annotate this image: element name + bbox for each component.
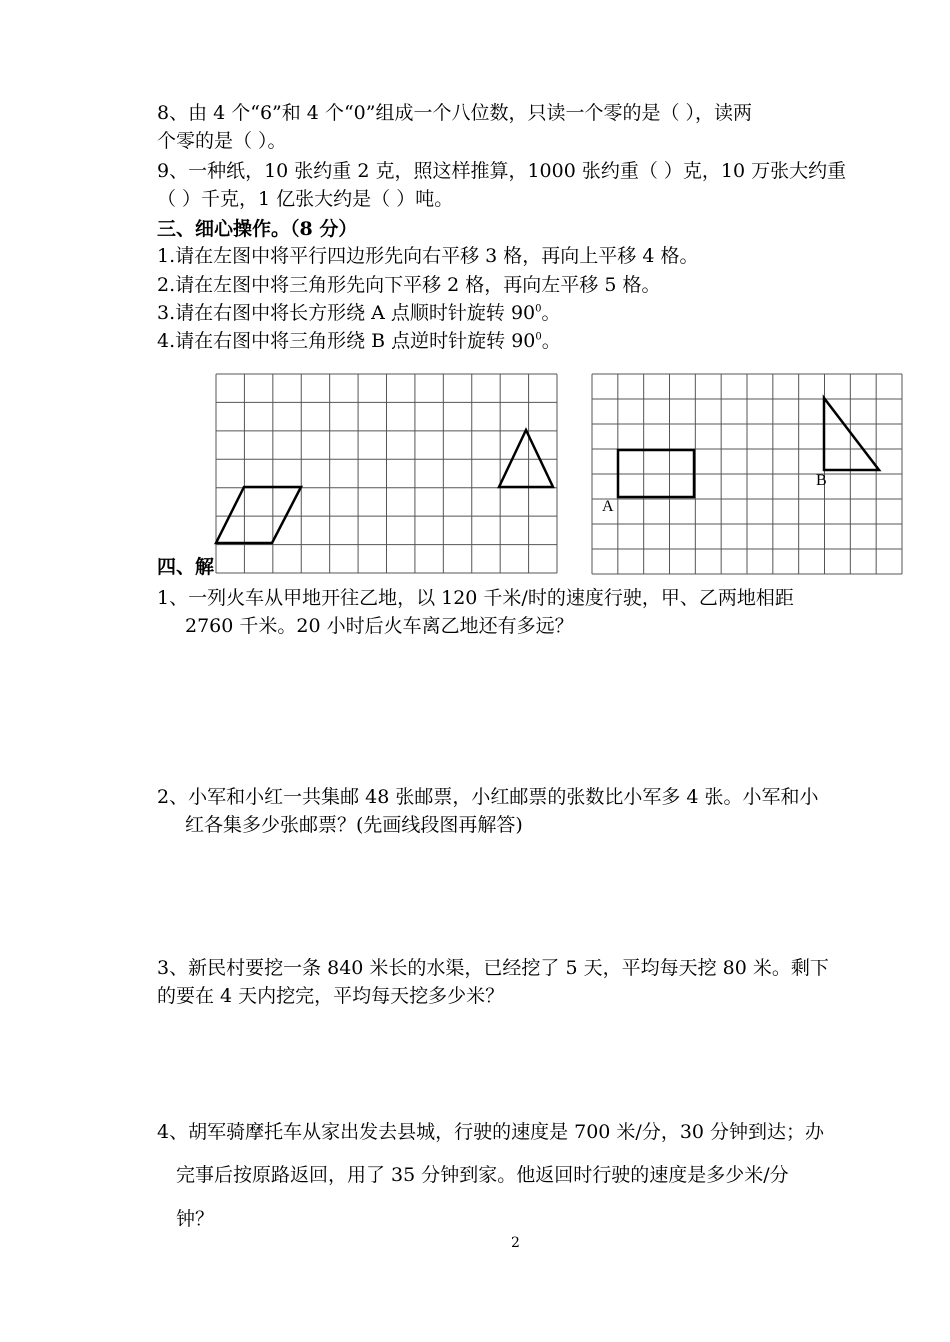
problem-1-line2: 2760 千米。20 小时后火车离乙地还有多远？ bbox=[185, 615, 574, 637]
degree-sup: 0 bbox=[535, 331, 542, 343]
q8-line2: 个零的是（ ）。 bbox=[157, 130, 287, 152]
right-grid-figure bbox=[590, 372, 904, 576]
problem-1-line1: 1、一列火车从甲地开往乙地，以 120 千米/时的速度行驶，甲、乙两地相距 bbox=[157, 587, 794, 609]
page-number: 2 bbox=[511, 1235, 520, 1251]
q9-line2: （ ）千克，1 亿张大约是（ ）吨。 bbox=[157, 188, 454, 210]
problem-4-line3: 钟？ bbox=[176, 1208, 215, 1230]
problem-2-line2: 红各集多少张邮票？(先画线段图再解答) bbox=[185, 814, 523, 836]
problem-4-line1: 4、胡军骑摩托车从家出发去县城，行驶的速度是 700 米/分，30 分钟到达；办 bbox=[157, 1121, 825, 1143]
end-mark: 。 bbox=[541, 302, 561, 324]
problem-3-line1: 3、新民村要挖一条 840 米长的水渠，已经挖了 5 天，平均每天挖 80 米。剩下 bbox=[157, 957, 829, 979]
parallelogram-shape bbox=[216, 487, 301, 543]
triangle-shape bbox=[499, 430, 553, 487]
problem-2-line1: 2、小军和小红一共集邮 48 张邮票，小红邮票的张数比小军多 4 张。小军和小 bbox=[157, 786, 819, 808]
degree-sup: 0 bbox=[535, 303, 542, 315]
section3-item-3-text: 3.请在右图中将长方形绕 A 点顺时针旋转 90 bbox=[157, 302, 536, 324]
section4-title: 四、解 bbox=[157, 556, 215, 578]
q8-line1: 8、由 4 个“6”和 4 个“0”组成一个八位数，只读一个零的是（ ），读两 bbox=[157, 102, 752, 124]
section3-item-1: 1.请在左图中将平行四边形先向右平移 3 格，再向上平移 4 格。 bbox=[157, 245, 699, 267]
section3-item-4 bbox=[157, 326, 950, 353]
section3-item-4-text: 4.请在右图中将三角形绕 B 点逆时针旋转 90 bbox=[157, 330, 536, 352]
section3-item-3 bbox=[157, 298, 950, 325]
q9-line1: 9、一种纸，10 张约重 2 克，照这样推算，1000 张约重（ ）克，10 万张大约重 bbox=[157, 160, 847, 182]
end-mark: 。 bbox=[541, 330, 561, 352]
section3-item-2: 2.请在左图中将三角形先向下平移 2 格，再向左平移 5 格。 bbox=[157, 274, 661, 296]
left-grid-figure bbox=[213, 372, 559, 576]
label-b: B bbox=[816, 472, 827, 489]
problem-3-line2: 的要在 4 天内挖完，平均每天挖多少米？ bbox=[157, 985, 505, 1007]
right-triangle-shape bbox=[824, 398, 879, 470]
problem-4-line2: 完事后按原路返回，用了 35 分钟到家。他返回时行驶的速度是多少米/分 bbox=[176, 1164, 789, 1186]
right-grid-lines bbox=[592, 374, 902, 574]
label-a: A bbox=[602, 498, 614, 515]
section3-title: 三、细心操作。（8 分） bbox=[157, 218, 358, 240]
